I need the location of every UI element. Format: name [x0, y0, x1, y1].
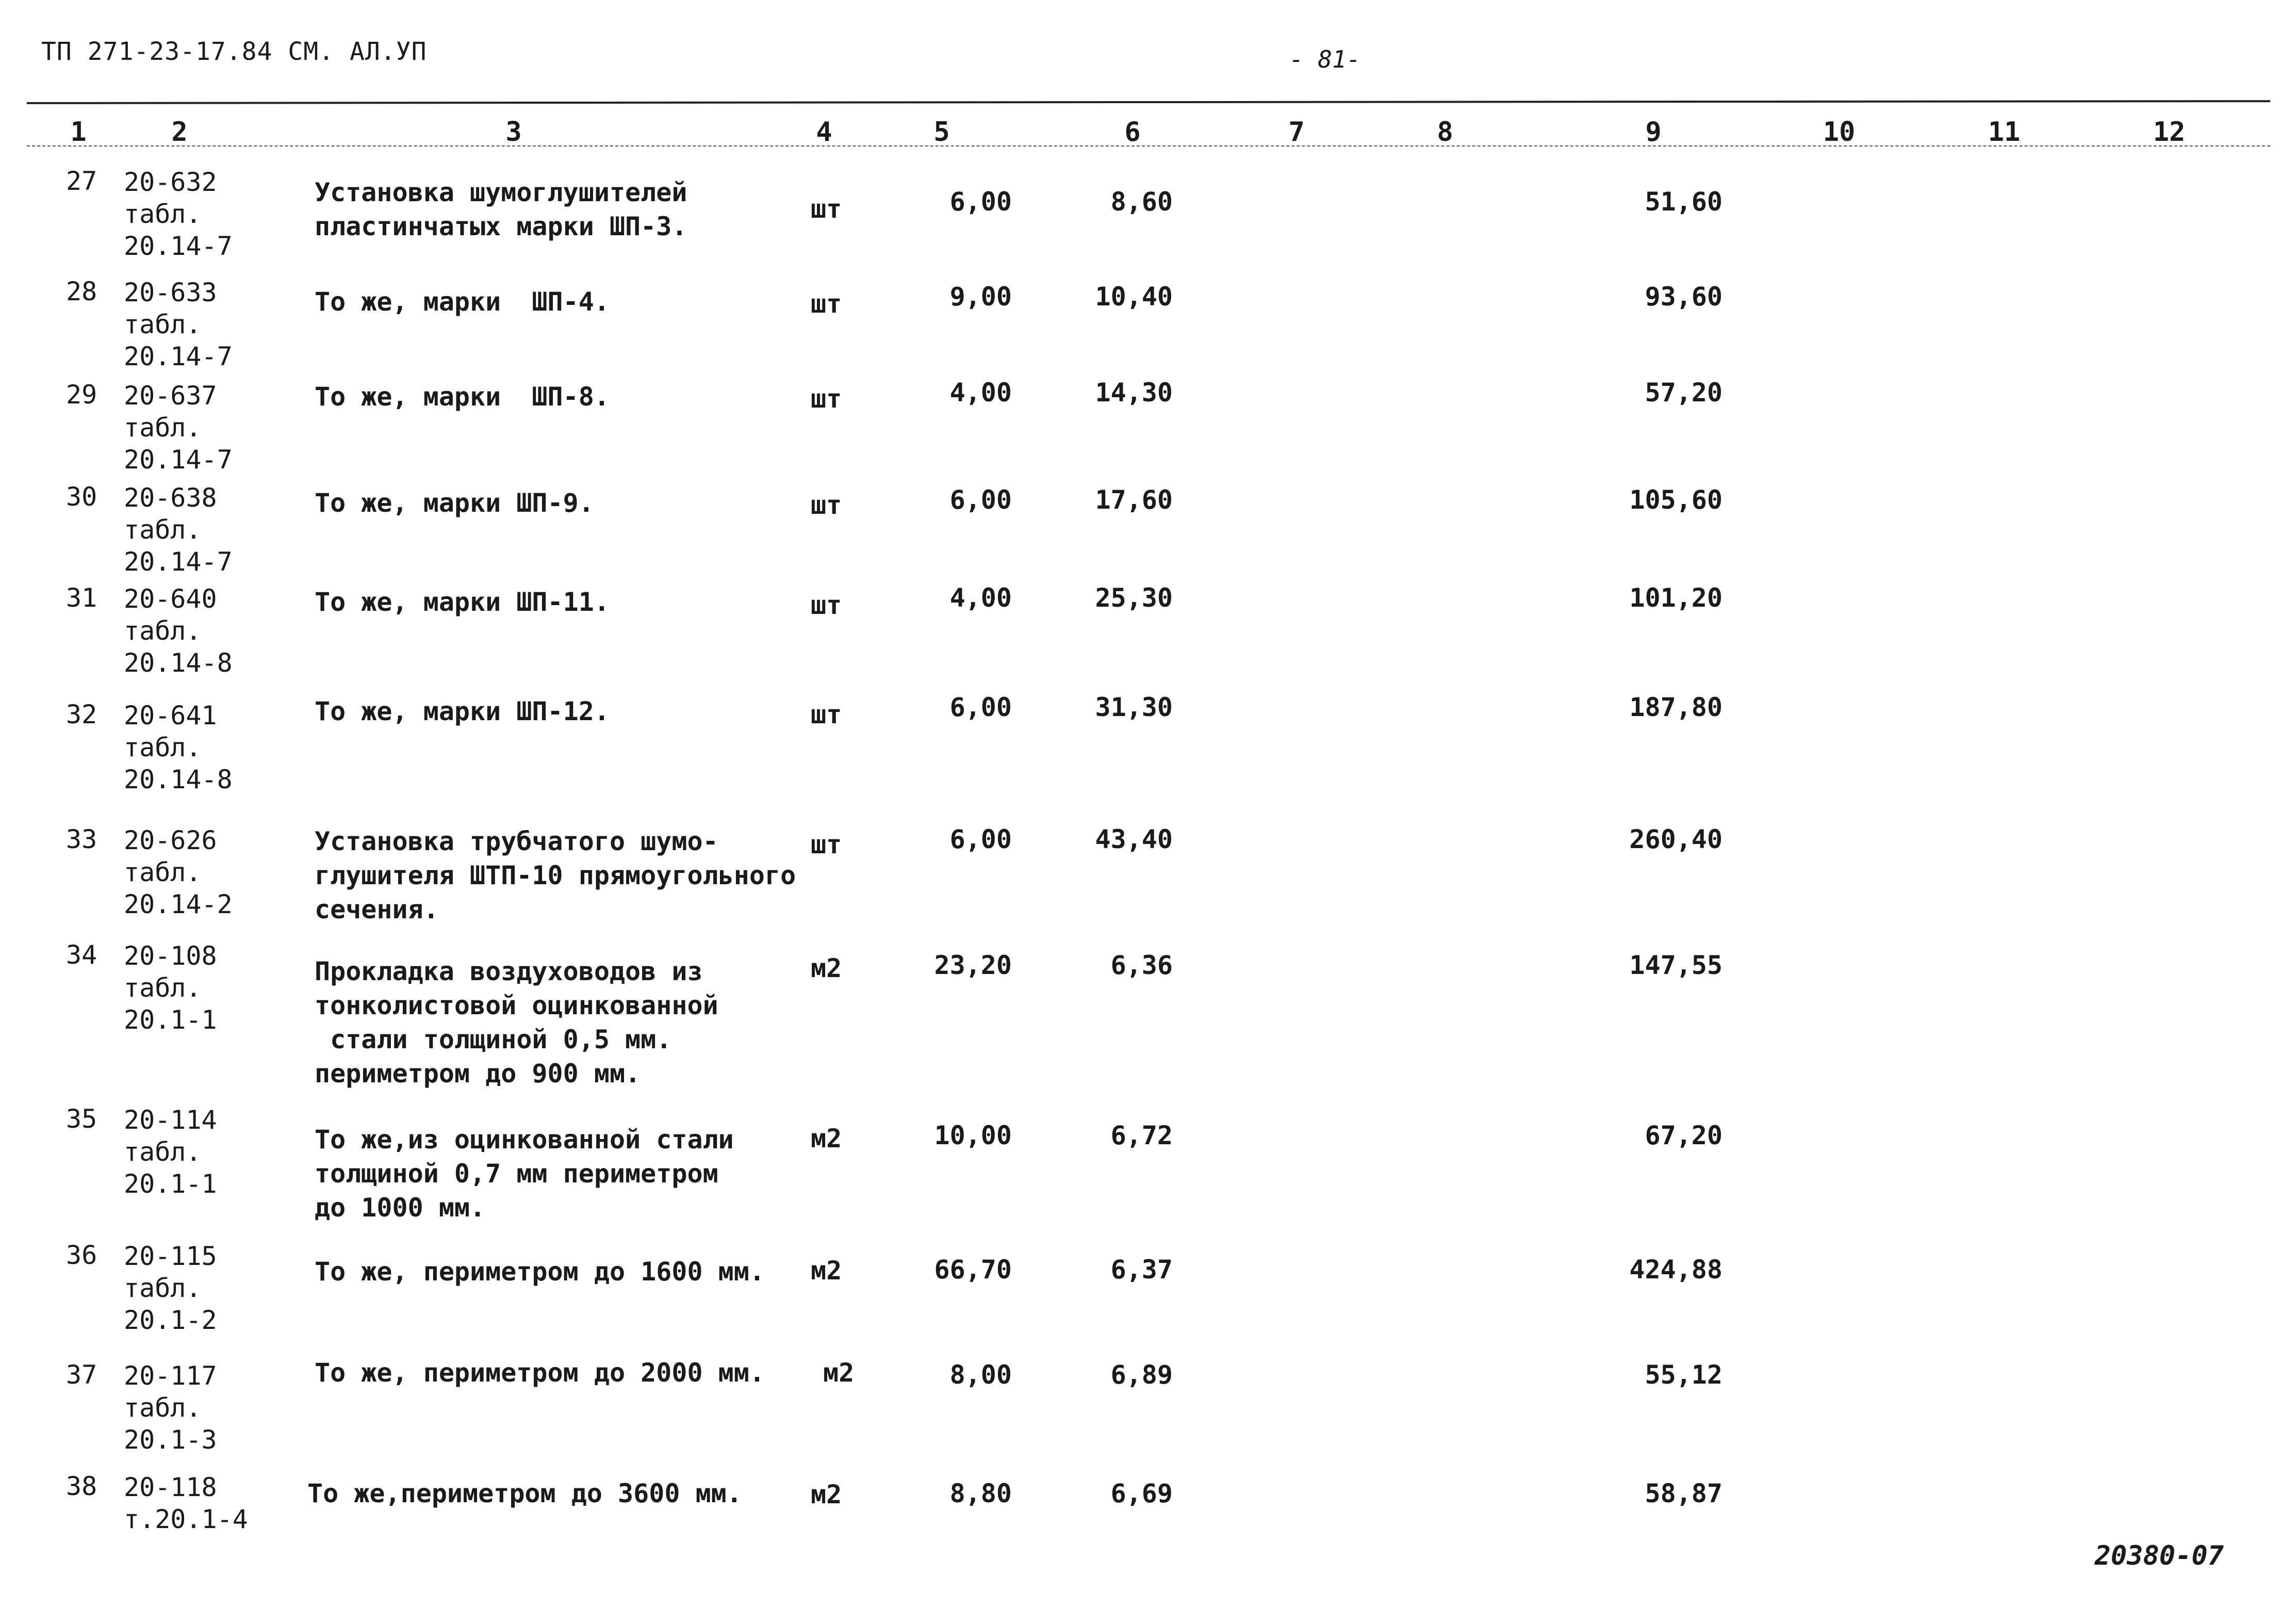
quantity: 23,20: [934, 950, 1012, 980]
unit-price: 6,89: [1110, 1360, 1173, 1390]
row-number: 29: [66, 380, 97, 410]
unit-of-measure: шт: [811, 830, 842, 859]
column-header: 7: [1288, 117, 1305, 148]
row-number: 31: [66, 583, 97, 613]
unit-of-measure: м2: [811, 1256, 842, 1286]
row-number: 37: [66, 1360, 97, 1390]
quantity: 6,00: [949, 485, 1012, 515]
total-cost: 187,80: [1629, 692, 1723, 722]
row-number: 38: [66, 1471, 97, 1501]
unit-of-measure: шт: [811, 590, 842, 620]
work-description: То же,периметром до 3600 мм.: [307, 1479, 742, 1508]
rate-reference: 20-117 табл. 20.1-3: [124, 1361, 217, 1455]
row-number: 32: [66, 700, 97, 729]
total-cost: 55,12: [1645, 1360, 1723, 1390]
column-header: 10: [1823, 117, 1856, 148]
quantity: 10,00: [934, 1120, 1012, 1150]
work-description: То же,из оцинкованной стали толщиной 0,7 мм периметром до 1000 мм.: [315, 1125, 734, 1223]
row-number: 30: [66, 482, 97, 512]
column-header: 3: [505, 117, 522, 148]
row-number: 36: [66, 1240, 97, 1270]
work-description: То же, периметром до 2000 мм.: [315, 1358, 765, 1388]
rate-reference: 20-108 табл. 20.1-1: [124, 941, 217, 1035]
unit-of-measure: шт: [811, 384, 842, 414]
quantity: 66,70: [934, 1255, 1012, 1285]
rate-reference: 20-632 табл. 20.14-7: [124, 167, 233, 261]
work-description: То же, периметром до 1600 мм.: [315, 1257, 765, 1287]
column-header: 11: [1988, 117, 2021, 148]
unit-price: 6,72: [1110, 1120, 1173, 1150]
row-number: 28: [66, 277, 97, 306]
column-header: 12: [2153, 117, 2186, 148]
rate-reference: 20-115 табл. 20.1-2: [124, 1241, 217, 1335]
unit-price: 17,60: [1095, 485, 1173, 515]
unit-price: 8,60: [1110, 187, 1173, 217]
quantity: 6,00: [949, 692, 1012, 722]
unit-price: 10,40: [1095, 282, 1173, 312]
unit-price: 6,36: [1110, 950, 1173, 980]
column-header: 4: [816, 117, 832, 148]
header-underline: [27, 145, 2270, 147]
column-header: 8: [1437, 117, 1453, 148]
quantity: 4,00: [949, 378, 1012, 408]
work-description: То же, марки ШП-9.: [315, 488, 594, 518]
rate-reference: 20-114 табл. 20.1-1: [124, 1105, 217, 1199]
row-number: 34: [66, 940, 97, 970]
column-header: 1: [70, 117, 87, 148]
rate-reference: 20-118 т.20.1-4: [124, 1472, 248, 1534]
rate-reference: 20-633 табл. 20.14-7: [124, 278, 233, 371]
row-number: 35: [66, 1104, 97, 1134]
column-header: 5: [933, 117, 950, 148]
total-cost: 424,88: [1629, 1255, 1723, 1285]
unit-of-measure: шт: [811, 490, 842, 520]
quantity: 6,00: [949, 187, 1012, 217]
column-header: 2: [171, 117, 188, 148]
rate-reference: 20-641 табл. 20.14-8: [124, 701, 233, 794]
unit-of-measure: м2: [823, 1358, 855, 1388]
quantity: 8,80: [949, 1479, 1012, 1508]
work-description: То же, марки ШП-8.: [315, 382, 610, 412]
unit-of-measure: шт: [811, 289, 842, 319]
total-cost: 51,60: [1645, 187, 1723, 217]
work-description: Установка трубчатого шумо- глушителя ШТП-10 прямоугольного сечения.: [315, 826, 796, 924]
page-number: - 81-: [1289, 45, 1361, 73]
unit-price: 31,30: [1095, 692, 1173, 722]
total-cost: 93,60: [1645, 282, 1723, 312]
quantity: 8,00: [949, 1360, 1012, 1390]
work-description: Прокладка воздуховодов из тонколистовой оцинкованной стали толщиной 0,5 мм. периметром до 900 мм.: [315, 956, 718, 1089]
unit-price: 6,69: [1110, 1479, 1173, 1508]
unit-price: 14,30: [1095, 378, 1173, 408]
total-cost: 260,40: [1629, 824, 1723, 854]
total-cost: 105,60: [1629, 485, 1723, 515]
row-number: 33: [66, 824, 97, 854]
work-description: То же, марки ШП-4.: [315, 287, 610, 317]
work-description: Установка шумоглушителей пластинчатых марки ШП-3.: [315, 177, 687, 241]
unit-of-measure: шт: [811, 194, 842, 224]
rate-reference: 20-638 табл. 20.14-7: [124, 483, 233, 577]
work-description: То же, марки ШП-12.: [315, 696, 610, 726]
archive-stamp: 20380-07: [2094, 1540, 2224, 1571]
total-cost: 67,20: [1645, 1120, 1723, 1150]
total-cost: 57,20: [1645, 378, 1723, 408]
unit-of-measure: шт: [811, 700, 842, 729]
quantity: 6,00: [949, 824, 1012, 854]
unit-price: 25,30: [1095, 583, 1173, 613]
column-header: 6: [1124, 117, 1141, 148]
unit-price: 6,37: [1110, 1255, 1173, 1285]
unit-of-measure: м2: [811, 1480, 842, 1509]
total-cost: 58,87: [1645, 1479, 1723, 1508]
unit-of-measure: м2: [811, 1124, 842, 1154]
total-cost: 147,55: [1629, 950, 1723, 980]
column-header: 9: [1645, 117, 1662, 148]
document-code: ТП 271-23-17.84 СМ. АЛ.УП: [41, 37, 427, 66]
rate-reference: 20-626 табл. 20.14-2: [124, 825, 233, 919]
unit-of-measure: м2: [811, 953, 842, 983]
rate-reference: 20-637 табл. 20.14-7: [124, 381, 233, 475]
row-number: 27: [66, 166, 97, 196]
work-description: То же, марки ШП-11.: [315, 587, 610, 617]
quantity: 9,00: [949, 282, 1012, 312]
header-rule: [27, 100, 2270, 104]
rate-reference: 20-640 табл. 20.14-8: [124, 584, 233, 678]
quantity: 4,00: [949, 583, 1012, 613]
unit-price: 43,40: [1095, 824, 1173, 854]
total-cost: 101,20: [1629, 583, 1723, 613]
